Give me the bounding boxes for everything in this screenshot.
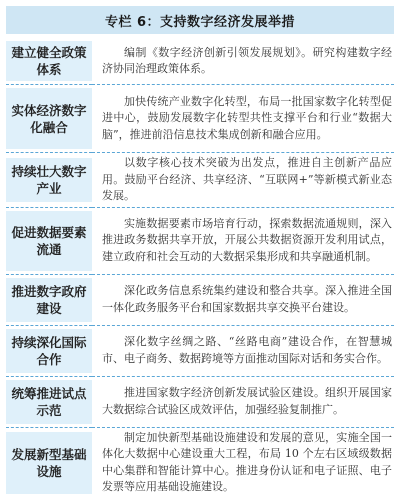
row-label-cell <box>6 207 92 274</box>
row-label-cell <box>6 376 92 427</box>
table-row <box>6 376 394 427</box>
row-label: 推进数字政府建设 <box>6 278 92 322</box>
row-text: 深化政务信息系统集约建设和整合共享。深入推进全国一体化政务服务平台和国家数据共享交换平台建设。 <box>102 284 392 314</box>
row-label: 建立健全政策体系 <box>6 41 92 81</box>
row-label: 发展新型基础设施 <box>6 432 92 494</box>
row-text-cell <box>92 274 394 325</box>
row-label-cell <box>6 325 92 376</box>
row-label: 统筹推进试点示范 <box>6 380 92 424</box>
row-label-cell <box>6 153 92 208</box>
row-text-cell <box>92 376 394 427</box>
row-label: 持续壮大数字产业 <box>6 158 92 202</box>
row-text: 深化数字丝绸之路、“丝路电商”建设合作，在智慧城市、电子商务、数据跨境等方面推动国际对话和务实合作。 <box>102 335 392 365</box>
table-row <box>6 274 394 325</box>
row-text-cell <box>92 325 394 376</box>
row-text-cell <box>92 85 394 153</box>
table-row <box>6 85 394 153</box>
row-label-cell <box>6 85 92 153</box>
column-title: 专栏 6：支持数字经济发展举措 <box>6 6 394 34</box>
table-row <box>6 153 394 208</box>
row-label-cell <box>6 427 92 498</box>
row-text: 实施数据要素市场培育行动，探索数据流通规则，深入推进政务数据共享开放，开展公共数据资源开发利用试点，建立政府和社会互动的大数据采集形成和共享融通机制。 <box>102 216 392 263</box>
row-text: 编制《数字经济创新引领发展规划》。研究构建数字经济协同治理政策体系。 <box>102 45 392 75</box>
row-text-cell <box>92 427 394 498</box>
row-text-cell <box>92 153 394 208</box>
measures-table <box>6 38 394 498</box>
table-row <box>6 325 394 376</box>
row-text: 推进国家数字经济创新发展试验区建设。组织开展国家大数据综合试验区成效评估，加强经验复制推广。 <box>102 386 392 416</box>
row-label-cell <box>6 38 92 85</box>
row-label: 实体经济数字化融合 <box>6 88 92 149</box>
row-label: 持续深化国际合作 <box>6 329 92 373</box>
row-label: 促进数据要素流通 <box>6 211 92 271</box>
table-row <box>6 207 394 274</box>
row-text: 制定加快新型基础设施建设和发展的意见，实施全国一体化大数据中心建设重大工程，布局 10 个左右区域级数据中心集群和智能计算中心。推进身份认证和电子证照、电子发票等应用基础设施建设。 <box>102 430 392 493</box>
table-row <box>6 38 394 85</box>
table-row <box>6 427 394 498</box>
row-label-cell <box>6 274 92 325</box>
row-text: 加快传统产业数字化转型，布局一批国家数字化转型促进中心，鼓励发展数字化转型共性支撑平台和行业“数据大脑”，推进前沿信息技术集成创新和融合应用。 <box>102 94 392 141</box>
row-text: 以数字核心技术突破为出发点，推进自主创新产品应用。鼓励平台经济、共享经济、“互联网+”等新模式新业态发展。 <box>102 156 392 202</box>
row-text-cell <box>92 207 394 274</box>
row-text-cell <box>92 38 394 85</box>
